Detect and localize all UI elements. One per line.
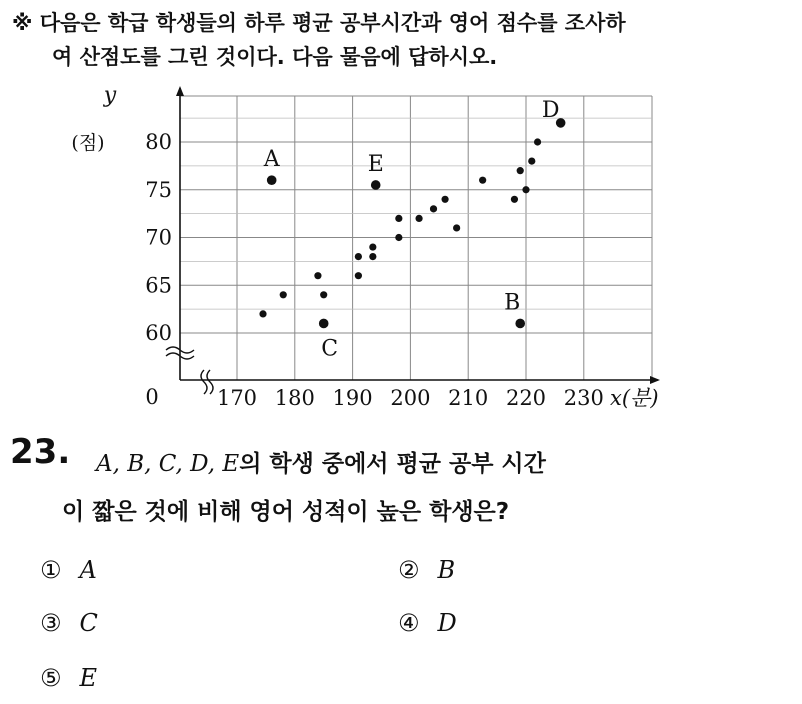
choice-2-number: ②: [398, 556, 420, 584]
question-variables: A, B, C, D, E: [96, 451, 240, 477]
x-axis-break-mark: [207, 370, 213, 394]
data-point: [430, 205, 437, 212]
choice-2[interactable]: [398, 556, 455, 584]
origin-label: 0: [145, 385, 159, 409]
x-axis-break-mark: [201, 370, 207, 394]
plot-grid: [180, 96, 652, 380]
y-tick-label: 80: [145, 130, 172, 154]
choice-5[interactable]: [40, 664, 97, 692]
x-tick-label: 230: [563, 386, 604, 410]
x-tick-label: 200: [390, 386, 431, 410]
choice-1-number: ①: [40, 556, 62, 584]
instructions-line-1: ※ 다음은 학급 학생들의 하루 평균 공부시간과 영어 점수를 조사하: [12, 11, 626, 35]
y-tick-label: 75: [145, 177, 172, 202]
point-label-d: D: [541, 97, 560, 123]
labeled-point-e: [371, 180, 381, 190]
data-point: [259, 310, 266, 317]
data-point: [453, 224, 460, 231]
point-label-e: E: [367, 151, 384, 177]
question-text: [62, 440, 786, 536]
y-axis-variable: y: [103, 86, 117, 108]
choice-1-label: A: [79, 556, 97, 584]
labeled-point-a: [267, 175, 277, 185]
choice-5-label: E: [79, 664, 98, 692]
data-point: [528, 158, 535, 165]
labeled-points: [263, 98, 566, 362]
point-label-b: B: [504, 290, 521, 316]
x-axis-label: x(분): [610, 386, 659, 410]
choice-3[interactable]: [40, 609, 98, 637]
data-point: [369, 253, 376, 260]
instructions-line-2: 여 산점도를 그린 것이다. 다음 물음에 답하시오.: [52, 45, 498, 69]
point-label-c: C: [321, 336, 339, 362]
data-point: [395, 215, 402, 222]
data-point: [517, 167, 524, 174]
y-axis-unit: (점): [71, 132, 105, 154]
data-point: [395, 234, 402, 241]
y-tick-label: 60: [145, 321, 172, 345]
y-tick-label: 65: [145, 273, 172, 298]
choice-4-label: D: [437, 609, 457, 637]
data-points: [259, 138, 541, 317]
choice-3-label: C: [79, 609, 98, 637]
data-point: [479, 177, 486, 184]
x-tick-label: 170: [216, 386, 258, 410]
choice-3-number: ③: [40, 609, 62, 637]
problem-instructions: [12, 6, 792, 74]
data-point: [355, 253, 362, 260]
data-point: [369, 243, 376, 250]
choice-4[interactable]: [398, 609, 457, 637]
tick-labels: [71, 86, 658, 410]
scatter-plot: [0, 86, 802, 426]
y-tick-label: 70: [145, 225, 172, 250]
question-number: 23.: [10, 432, 71, 472]
x-tick-label: 220: [505, 386, 547, 410]
data-point: [534, 138, 541, 145]
data-point: [441, 196, 448, 203]
question-text-line-1: 의 학생 중에서 평균 공부 시간: [239, 451, 546, 477]
x-tick-label: 210: [448, 386, 489, 410]
point-label-a: A: [263, 147, 280, 173]
data-point: [355, 272, 362, 279]
x-tick-label: 190: [332, 386, 373, 410]
labeled-point-c: [319, 319, 329, 329]
choice-4-number: ④: [398, 609, 420, 637]
choice-2-label: B: [437, 556, 456, 584]
choice-1[interactable]: [40, 556, 97, 584]
data-point: [415, 215, 422, 222]
labeled-point-b: [515, 319, 525, 329]
data-point: [522, 186, 529, 193]
x-tick-label: 180: [274, 386, 315, 410]
data-point: [320, 291, 327, 298]
data-point: [280, 291, 287, 298]
plot-axes: [166, 86, 660, 394]
data-point: [511, 196, 518, 203]
y-axis-arrow: [176, 86, 184, 96]
choice-5-number: ⑤: [40, 664, 62, 692]
question-text-line-2: 이 짧은 것에 비해 영어 성적이 높은 학생은?: [62, 499, 510, 525]
x-axis-arrow: [650, 376, 660, 384]
data-point: [314, 272, 321, 279]
